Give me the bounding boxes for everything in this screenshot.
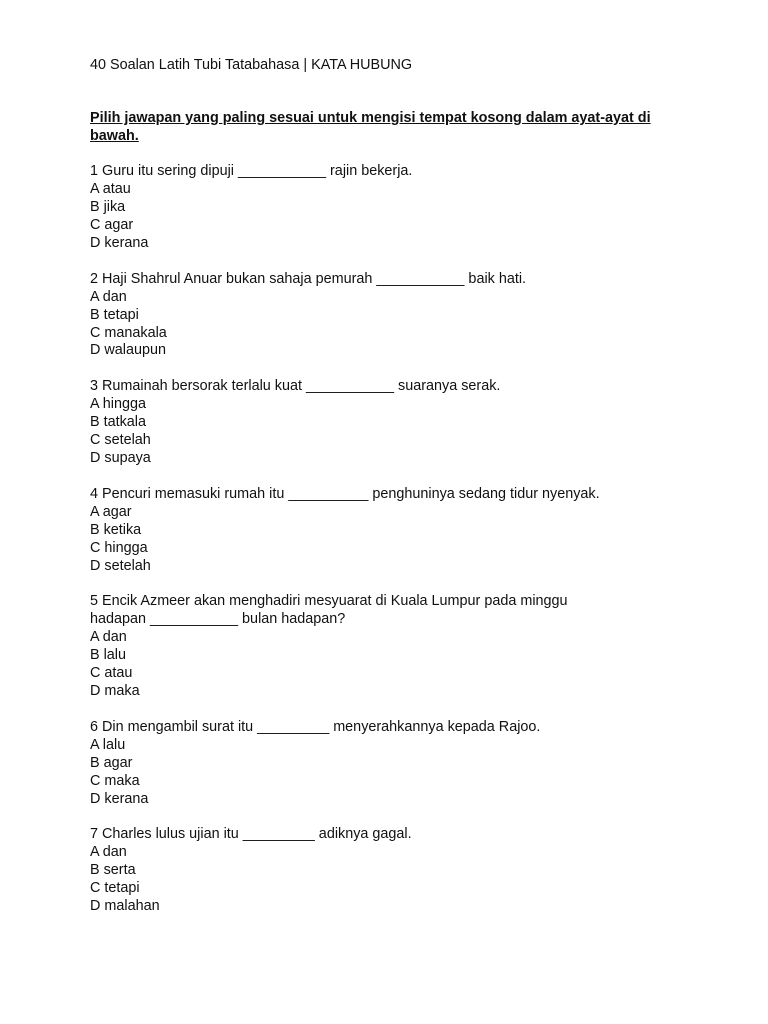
- question-stem: 2 Haji Shahrul Anuar bukan sahaja pemurah ___________ baik hati.: [90, 270, 527, 287]
- option-a: A dan: [90, 844, 127, 861]
- option-d: D kerana: [90, 790, 149, 807]
- option-d: D malahan: [90, 898, 160, 915]
- instruction-text: Pilih jawapan yang paling sesuai untuk mengisi tempat kosong dalam ayat-ayat di bawah.: [90, 110, 651, 144]
- option-c: C maka: [90, 772, 140, 789]
- option-b: B tetapi: [90, 306, 139, 323]
- option-a: A lalu: [90, 736, 126, 753]
- option-a: A hingga: [90, 396, 147, 413]
- option-b: B jika: [90, 199, 126, 216]
- question-stem: 3 Rumainah bersorak terlalu kuat ___________ suaranya serak.: [90, 378, 501, 395]
- question-2: [90, 271, 690, 361]
- option-b: B tatkala: [90, 414, 146, 431]
- question-stem: 4 Pencuri memasuki rumah itu __________ penghuninya sedang tidur nyenyak.: [90, 485, 600, 502]
- option-c: C atau: [90, 665, 133, 682]
- question-stem: 7 Charles lulus ujian itu _________ adiknya gagal.: [90, 826, 412, 843]
- question-7: [90, 826, 690, 916]
- question-1: [90, 163, 690, 253]
- option-d: D kerana: [90, 234, 149, 251]
- question-stem: 5 Encik Azmeer akan menghadiri mesyuarat di Kuala Lumpur pada minggu hadapan ___________ bulan hadapan?: [90, 593, 568, 628]
- option-c: C manakala: [90, 324, 167, 341]
- option-b: B serta: [90, 862, 136, 879]
- option-c: C setelah: [90, 432, 151, 449]
- question-list: [90, 163, 690, 916]
- option-a: A atau: [90, 181, 131, 198]
- question-stem: 6 Din mengambil surat itu _________ menyerahkannya kepada Rajoo.: [90, 718, 541, 735]
- option-d: D setelah: [90, 557, 151, 574]
- question-6: [90, 719, 690, 809]
- option-a: A dan: [90, 288, 127, 305]
- option-b: B agar: [90, 754, 133, 771]
- option-d: D walaupun: [90, 342, 167, 359]
- option-a: A dan: [90, 629, 127, 646]
- option-c: C tetapi: [90, 880, 140, 897]
- option-c: C hingga: [90, 539, 148, 556]
- question-4: [90, 486, 690, 576]
- option-b: B ketika: [90, 521, 142, 538]
- option-a: A agar: [90, 503, 132, 520]
- document-title: 40 Soalan Latih Tubi Tatabahasa | KATA HUBUNG: [90, 57, 413, 73]
- option-b: B lalu: [90, 647, 126, 664]
- option-d: D maka: [90, 682, 140, 699]
- document-page: [90, 57, 690, 934]
- option-c: C agar: [90, 217, 134, 234]
- question-5: [90, 593, 690, 700]
- option-d: D supaya: [90, 450, 151, 466]
- question-stem: 1 Guru itu sering dipuji ___________ rajin bekerja.: [90, 163, 413, 180]
- question-3: [90, 378, 690, 468]
